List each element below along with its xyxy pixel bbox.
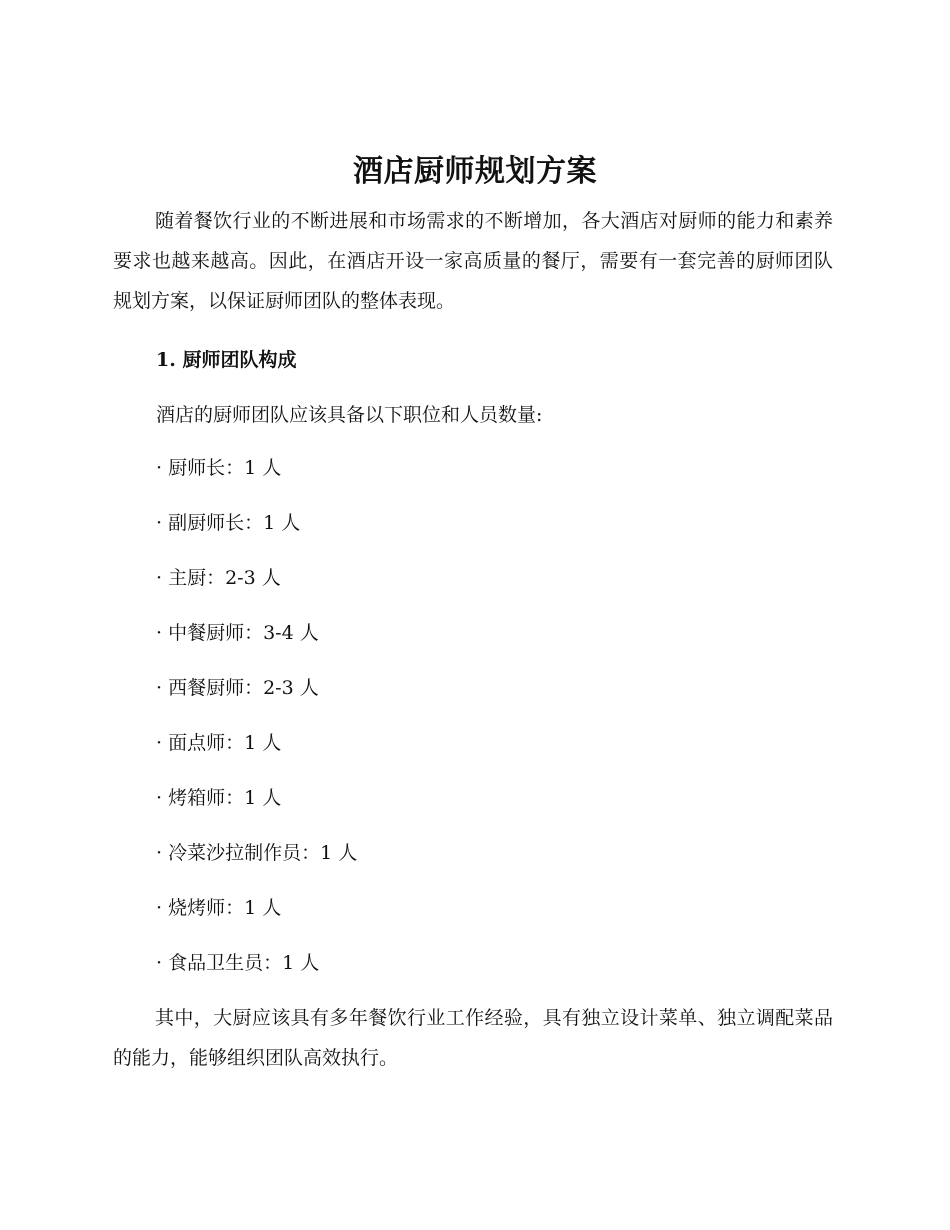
- list-item: · 副厨师长：1 人: [156, 512, 301, 534]
- list-item: · 烤箱师：1 人: [156, 787, 282, 809]
- section-lead-text: 酒店的厨师团队应该具备以下职位和人员数量:: [156, 404, 543, 426]
- intro-paragraph: 随着餐饮行业的不断进展和市场需求的不断增加，各大酒店对厨师的能力和素养要求也越来越高。因此，在酒店开设一家高质量的餐厅，需要有一套完善的厨师团队规划方案，以保证厨师团队的整体表现。: [113, 210, 833, 312]
- list-item: · 食品卫生员：1 人: [156, 952, 320, 974]
- list-item: · 主厨：2-3 人: [156, 567, 281, 589]
- closing-paragraph: 其中，大厨应该具有多年餐饮行业工作经验，具有独立设计菜单、独立调配菜品的能力，能够组织团队高效执行。: [113, 1007, 833, 1069]
- section-heading: 1. 厨师团队构成: [156, 349, 297, 371]
- team-roles-list: [156, 451, 357, 1001]
- list-item: · 烧烤师：1 人: [156, 897, 282, 919]
- list-item: · 面点师：1 人: [156, 732, 282, 754]
- list-item: · 中餐厨师：3-4 人: [156, 622, 319, 644]
- document-title: 酒店厨师规划方案: [353, 154, 597, 189]
- list-item: · 厨师长：1 人: [156, 457, 282, 479]
- list-item: · 西餐厨师：2-3 人: [156, 677, 319, 699]
- list-item: · 冷菜沙拉制作员：1 人: [156, 842, 358, 864]
